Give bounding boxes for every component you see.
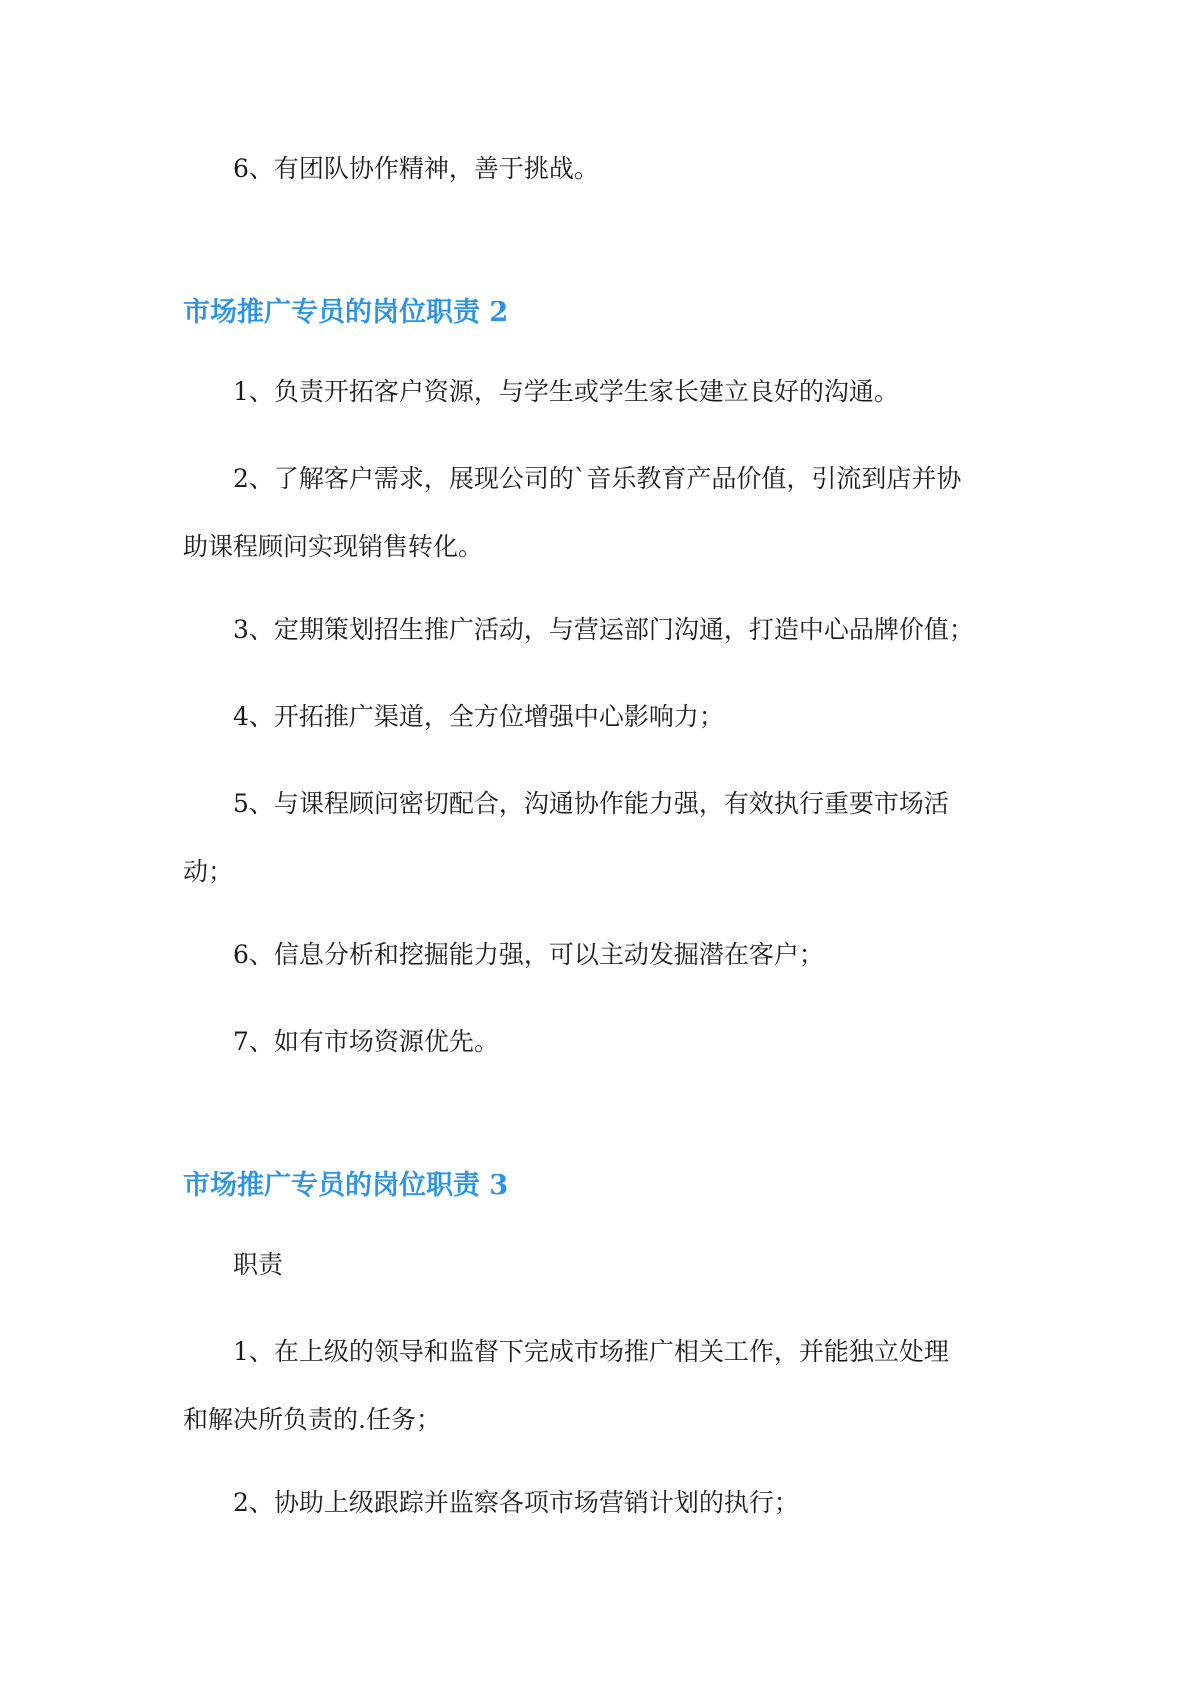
- paragraph: 职责: [233, 1250, 284, 1279]
- paragraph-line: 2、了解客户需求，展现公司的`音乐教育产品价值，引流到店并协: [233, 464, 962, 493]
- paragraph: 4、开拓推广渠道，全方位增强中心影响力；: [233, 702, 724, 731]
- section2-item-5: [183, 785, 1013, 891]
- section2-item-3: [183, 611, 1013, 649]
- paragraph-line: 1、在上级的领导和监督下完成市场推广相关工作，并能独立处理: [233, 1337, 949, 1366]
- section2-item-2: [183, 460, 1013, 566]
- section3-subheading: [183, 1246, 1013, 1284]
- section2-item-6: [183, 936, 1013, 974]
- paragraph: 7、如有市场资源优先。: [233, 1027, 499, 1056]
- section3-heading-block: [183, 1166, 1013, 1206]
- paragraph-continuation: 和解决所负责的.任务；: [183, 1405, 441, 1434]
- paragraph-continuation: 助课程顾问实现销售转化。: [183, 532, 484, 561]
- paragraph-continuation: 动；: [183, 857, 234, 886]
- section3-item-2: [183, 1484, 1013, 1522]
- section-heading: 市场推广专员的岗位职责 2: [183, 297, 509, 328]
- section3-item-1: [183, 1333, 1013, 1439]
- paragraph: 6、信息分析和挖掘能力强，可以主动发掘潜在客户；: [233, 940, 824, 969]
- paragraph: 6、有团队协作精神，善于挑战。: [233, 154, 599, 183]
- paragraph-line: 5、与课程顾问密切配合，沟通协作能力强，有效执行重要市场活: [233, 789, 949, 818]
- paragraph: 2、协助上级跟踪并监察各项市场营销计划的执行；: [233, 1488, 799, 1517]
- section1-item-6: [183, 150, 1013, 188]
- section-heading: 市场推广专员的岗位职责 3: [183, 1170, 509, 1201]
- section2-item-7: [183, 1023, 1013, 1061]
- section2-item-1: [183, 373, 1013, 411]
- section2-item-4: [183, 698, 1013, 736]
- paragraph: 3、定期策划招生推广活动，与营运部门沟通，打造中心品牌价值；: [233, 615, 974, 644]
- paragraph: 1、负责开拓客户资源，与学生或学生家长建立良好的沟通。: [233, 377, 899, 406]
- section2-heading-block: [183, 293, 1013, 333]
